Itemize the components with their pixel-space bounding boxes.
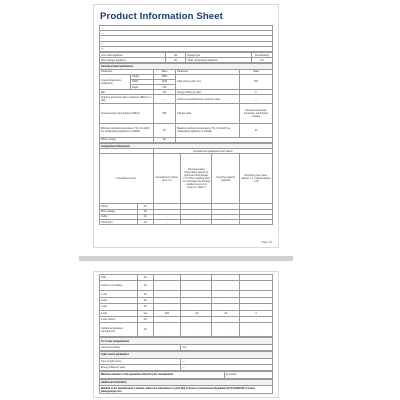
additional-info-table	[99, 379, 273, 395]
col-parameter: Parameter	[100, 69, 154, 74]
compartment-present: No	[138, 275, 154, 281]
compartment-type: 1-star	[100, 291, 138, 297]
col-value-2: Value	[240, 69, 273, 74]
light-class-value: —	[181, 364, 273, 370]
efficiency-class-label: Energy efficiency class	[176, 90, 240, 95]
compartment-volume: -	[153, 304, 181, 310]
low-noise-value: No	[165, 52, 186, 57]
min-ambient-label: Minimum ambient temperature (°C), for which the refrigerating appliance is suitable	[100, 123, 154, 137]
max-ambient-label: Maximum ambient temperature (°C), for which the refrigerating appliance is suitable	[176, 123, 240, 137]
compartment-volume: -	[153, 219, 181, 224]
light-class-label: Energy efficiency class	[100, 364, 181, 370]
compartment-type: Cellar	[100, 214, 138, 219]
compartment-present: No	[138, 316, 154, 322]
compartment-present: No	[138, 291, 154, 297]
other-refrigerating-value: No	[252, 58, 273, 63]
compartment-volume: 453	[153, 310, 181, 316]
compartment-defrost: -	[240, 316, 273, 322]
additional-info-text: Weblink to the manufacturer's website, where the information in point 4(a) of Annex of Commission Regulation (EU) 2019/2019 is found: www.gorenje.com	[100, 386, 273, 394]
compartment-recommended: -	[181, 209, 212, 214]
compartment-defrost: -	[240, 275, 273, 281]
compartment-type: Wine storage	[100, 209, 138, 214]
compartment-recommended: -	[181, 281, 212, 291]
col-value: Value	[153, 69, 175, 74]
airborne-noise-label: Airborne acoustical noise emissions (dB(A) re 1 pW)	[101, 96, 152, 103]
compartment-present: No	[138, 323, 154, 337]
eei-value: 114	[153, 90, 175, 95]
compartment-present: No	[138, 281, 154, 291]
compartment-defrost: -	[240, 297, 273, 303]
compartment-type: 2-star	[100, 297, 138, 303]
width-value: 1430	[153, 79, 175, 84]
compartment-type: Pantry	[100, 204, 138, 209]
wine-storage-value: No	[165, 58, 186, 63]
compartment-defrost: -	[240, 209, 273, 214]
compartment-section-heading: Compartment Parameters	[100, 144, 273, 149]
compartment-recommended: -	[181, 219, 212, 224]
compartment-present: No	[138, 209, 154, 214]
compartment-volume: -	[153, 209, 181, 214]
appliance-type-table	[99, 52, 273, 63]
regulation-row: —	[100, 26, 273, 31]
airborne-noise-class-value: —	[240, 95, 273, 103]
low-noise-label: Low-noise appliance	[100, 52, 166, 57]
compartment-volume: -	[153, 214, 181, 219]
compartment-recommended: -	[181, 204, 212, 209]
appliance-type-row: —	[100, 46, 273, 51]
compartment-freezing: 26	[212, 310, 240, 316]
supplier-address-row: —	[100, 36, 273, 41]
compartment-type-header: Compartment type	[100, 154, 154, 204]
compartment-freezing: -	[212, 304, 240, 310]
compartment-present: No	[138, 204, 154, 209]
light-type-label: Type of light source	[100, 358, 181, 364]
compartment-freezing: -	[212, 275, 240, 281]
compartment-present: Yes	[138, 310, 154, 316]
climate-class-value: extended temperate, temperate, subtropical, tropical	[240, 103, 273, 123]
compartment-recommended: -	[181, 316, 212, 322]
compartment-recommended: -18	[181, 310, 212, 316]
supplier-name-row: —	[100, 31, 273, 36]
col-parameter-2: Parameter	[176, 69, 240, 74]
winter-setting-value: No	[153, 137, 175, 142]
depth-label: Depth	[131, 85, 153, 90]
guarantee-table	[99, 371, 273, 378]
design-type-value: Freestanding	[252, 52, 273, 57]
fast-freeze-label: Fast freeze facility	[100, 344, 181, 350]
sheet-title: Product Information Sheet	[100, 11, 223, 22]
compartment-defrost: A	[240, 310, 273, 316]
page-separator	[79, 256, 293, 261]
compartment-freezing: -	[212, 214, 240, 219]
light-source-table	[99, 351, 273, 371]
compartment-type: 0-star or ice-making	[100, 281, 138, 291]
compartment-freezing: -	[212, 291, 240, 297]
page-number: Page 1/2	[261, 241, 272, 244]
dimensions-label: Overall dimensions (millimetre)	[100, 74, 131, 90]
compartment-table	[99, 143, 273, 225]
other-refrigerating-label: Other refrigerating appliance	[186, 58, 252, 63]
compartment-volume: -	[153, 297, 181, 303]
compartment-defrost: -	[240, 304, 273, 310]
compartment-type: 3-star	[100, 304, 138, 310]
compartment-type: 4-star	[100, 310, 138, 316]
compartment-volume: -	[153, 281, 181, 291]
table-row	[100, 281, 273, 291]
light-section-heading: Light source parameters	[100, 352, 273, 358]
compartment-defrost: -	[240, 323, 273, 337]
eei-label: EEI	[100, 90, 154, 95]
min-ambient-value: 10	[153, 123, 175, 137]
compartment-present: No	[138, 297, 154, 303]
compartment-present: No	[138, 214, 154, 219]
winter-setting-filler	[176, 137, 273, 142]
compartment-volume-header: Compartment volume (dm³ or l)	[153, 154, 181, 204]
airborne-noise-value: —	[153, 95, 175, 103]
guarantee-label: Minimum duration of the guarantee offered by the manufacturer	[100, 372, 225, 378]
compartment-type: 2-star section	[100, 316, 138, 322]
compartment-recommended: -	[181, 323, 212, 337]
compartment-freezing: -	[212, 281, 240, 291]
document-page-1	[93, 4, 279, 248]
table-row	[100, 323, 273, 337]
recommended-temp-header: Recommended temperature setting for optimised food storage (°C) These settings shall not contradict the storage conditions set out in Annex IV, Table 3	[181, 154, 212, 204]
compartment-defrost: -	[240, 219, 273, 224]
fast-freeze-value: Yes	[181, 344, 273, 350]
general-parameters-table	[99, 63, 273, 143]
compartment-present: No	[138, 304, 154, 310]
document-page-2	[93, 271, 279, 398]
max-ambient-value: 43	[240, 123, 273, 137]
four-star-section-heading: For 4-star compartments	[100, 338, 273, 344]
light-type-value: —	[181, 358, 273, 364]
guarantee-value: 24 months	[224, 372, 272, 378]
compartment-defrost: -	[240, 291, 273, 297]
compartment-volume: -	[153, 291, 181, 297]
compartment-recommended: -	[181, 214, 212, 219]
model-identifier-row: —	[100, 41, 273, 46]
height-value: 1860	[153, 74, 175, 79]
compartment-recommended: -	[181, 304, 212, 310]
width-label: Width	[131, 79, 153, 84]
compartment-volume: -	[153, 316, 181, 322]
efficiency-class-value: F	[240, 90, 273, 95]
compartment-freezing: -	[212, 209, 240, 214]
compartment-present: No	[138, 219, 154, 224]
wine-storage-label: Wine storage appliance	[100, 58, 166, 63]
table-row	[100, 219, 273, 224]
supplier-table	[99, 25, 273, 52]
compartment-defrost: -	[240, 204, 273, 209]
compartment-type: Fresh food	[100, 219, 138, 224]
additional-section-heading: Additional information	[100, 379, 273, 385]
depth-value: 740	[153, 85, 175, 90]
compartment-freezing: -	[212, 297, 240, 303]
compartment-type: Chill	[100, 275, 138, 281]
compartment-recommended: -	[181, 275, 212, 281]
compartment-freezing: -	[212, 204, 240, 209]
compartment-volume: -	[153, 323, 181, 337]
compartment-volume: -	[153, 275, 181, 281]
compartment-recommended: -	[181, 291, 212, 297]
design-type-label: Design type	[186, 52, 252, 57]
compartment-volume: -	[153, 204, 181, 209]
annual-energy-label: Annual energy consumption (kWh/a)	[100, 103, 154, 123]
compartment-defrost: -	[240, 214, 273, 219]
compartment-freezing: -	[212, 323, 240, 337]
airborne-noise-class-label: Airborne acoustical noise emission class	[176, 95, 240, 103]
freezing-capacity-header: Freezing capacity (kg/24h)	[212, 154, 240, 204]
four-star-table	[99, 337, 273, 351]
climate-class-label: Climate class	[176, 103, 240, 123]
defrosting-type-header: Defrosting type (auto-defrost = A, manual defrost = M)	[240, 154, 273, 204]
total-volume-value: 453	[240, 74, 273, 90]
compartment-defrost: -	[240, 281, 273, 291]
winter-setting-label: Winter setting	[100, 137, 154, 142]
compartment-group-header: Compartment parameters and values	[153, 149, 272, 154]
general-section-heading: General product parameters	[100, 64, 273, 69]
height-label: Height	[131, 74, 153, 79]
compartment-recommended: -	[181, 297, 212, 303]
annual-energy-value: 390	[153, 103, 175, 123]
compartment-type: Variable temperature compartment	[100, 323, 138, 337]
compartment-table-continued	[99, 274, 273, 337]
compartment-freezing: -	[212, 219, 240, 224]
total-volume-label: Total volume (dm³ or l)	[176, 74, 240, 90]
compartment-freezing: -	[212, 316, 240, 322]
